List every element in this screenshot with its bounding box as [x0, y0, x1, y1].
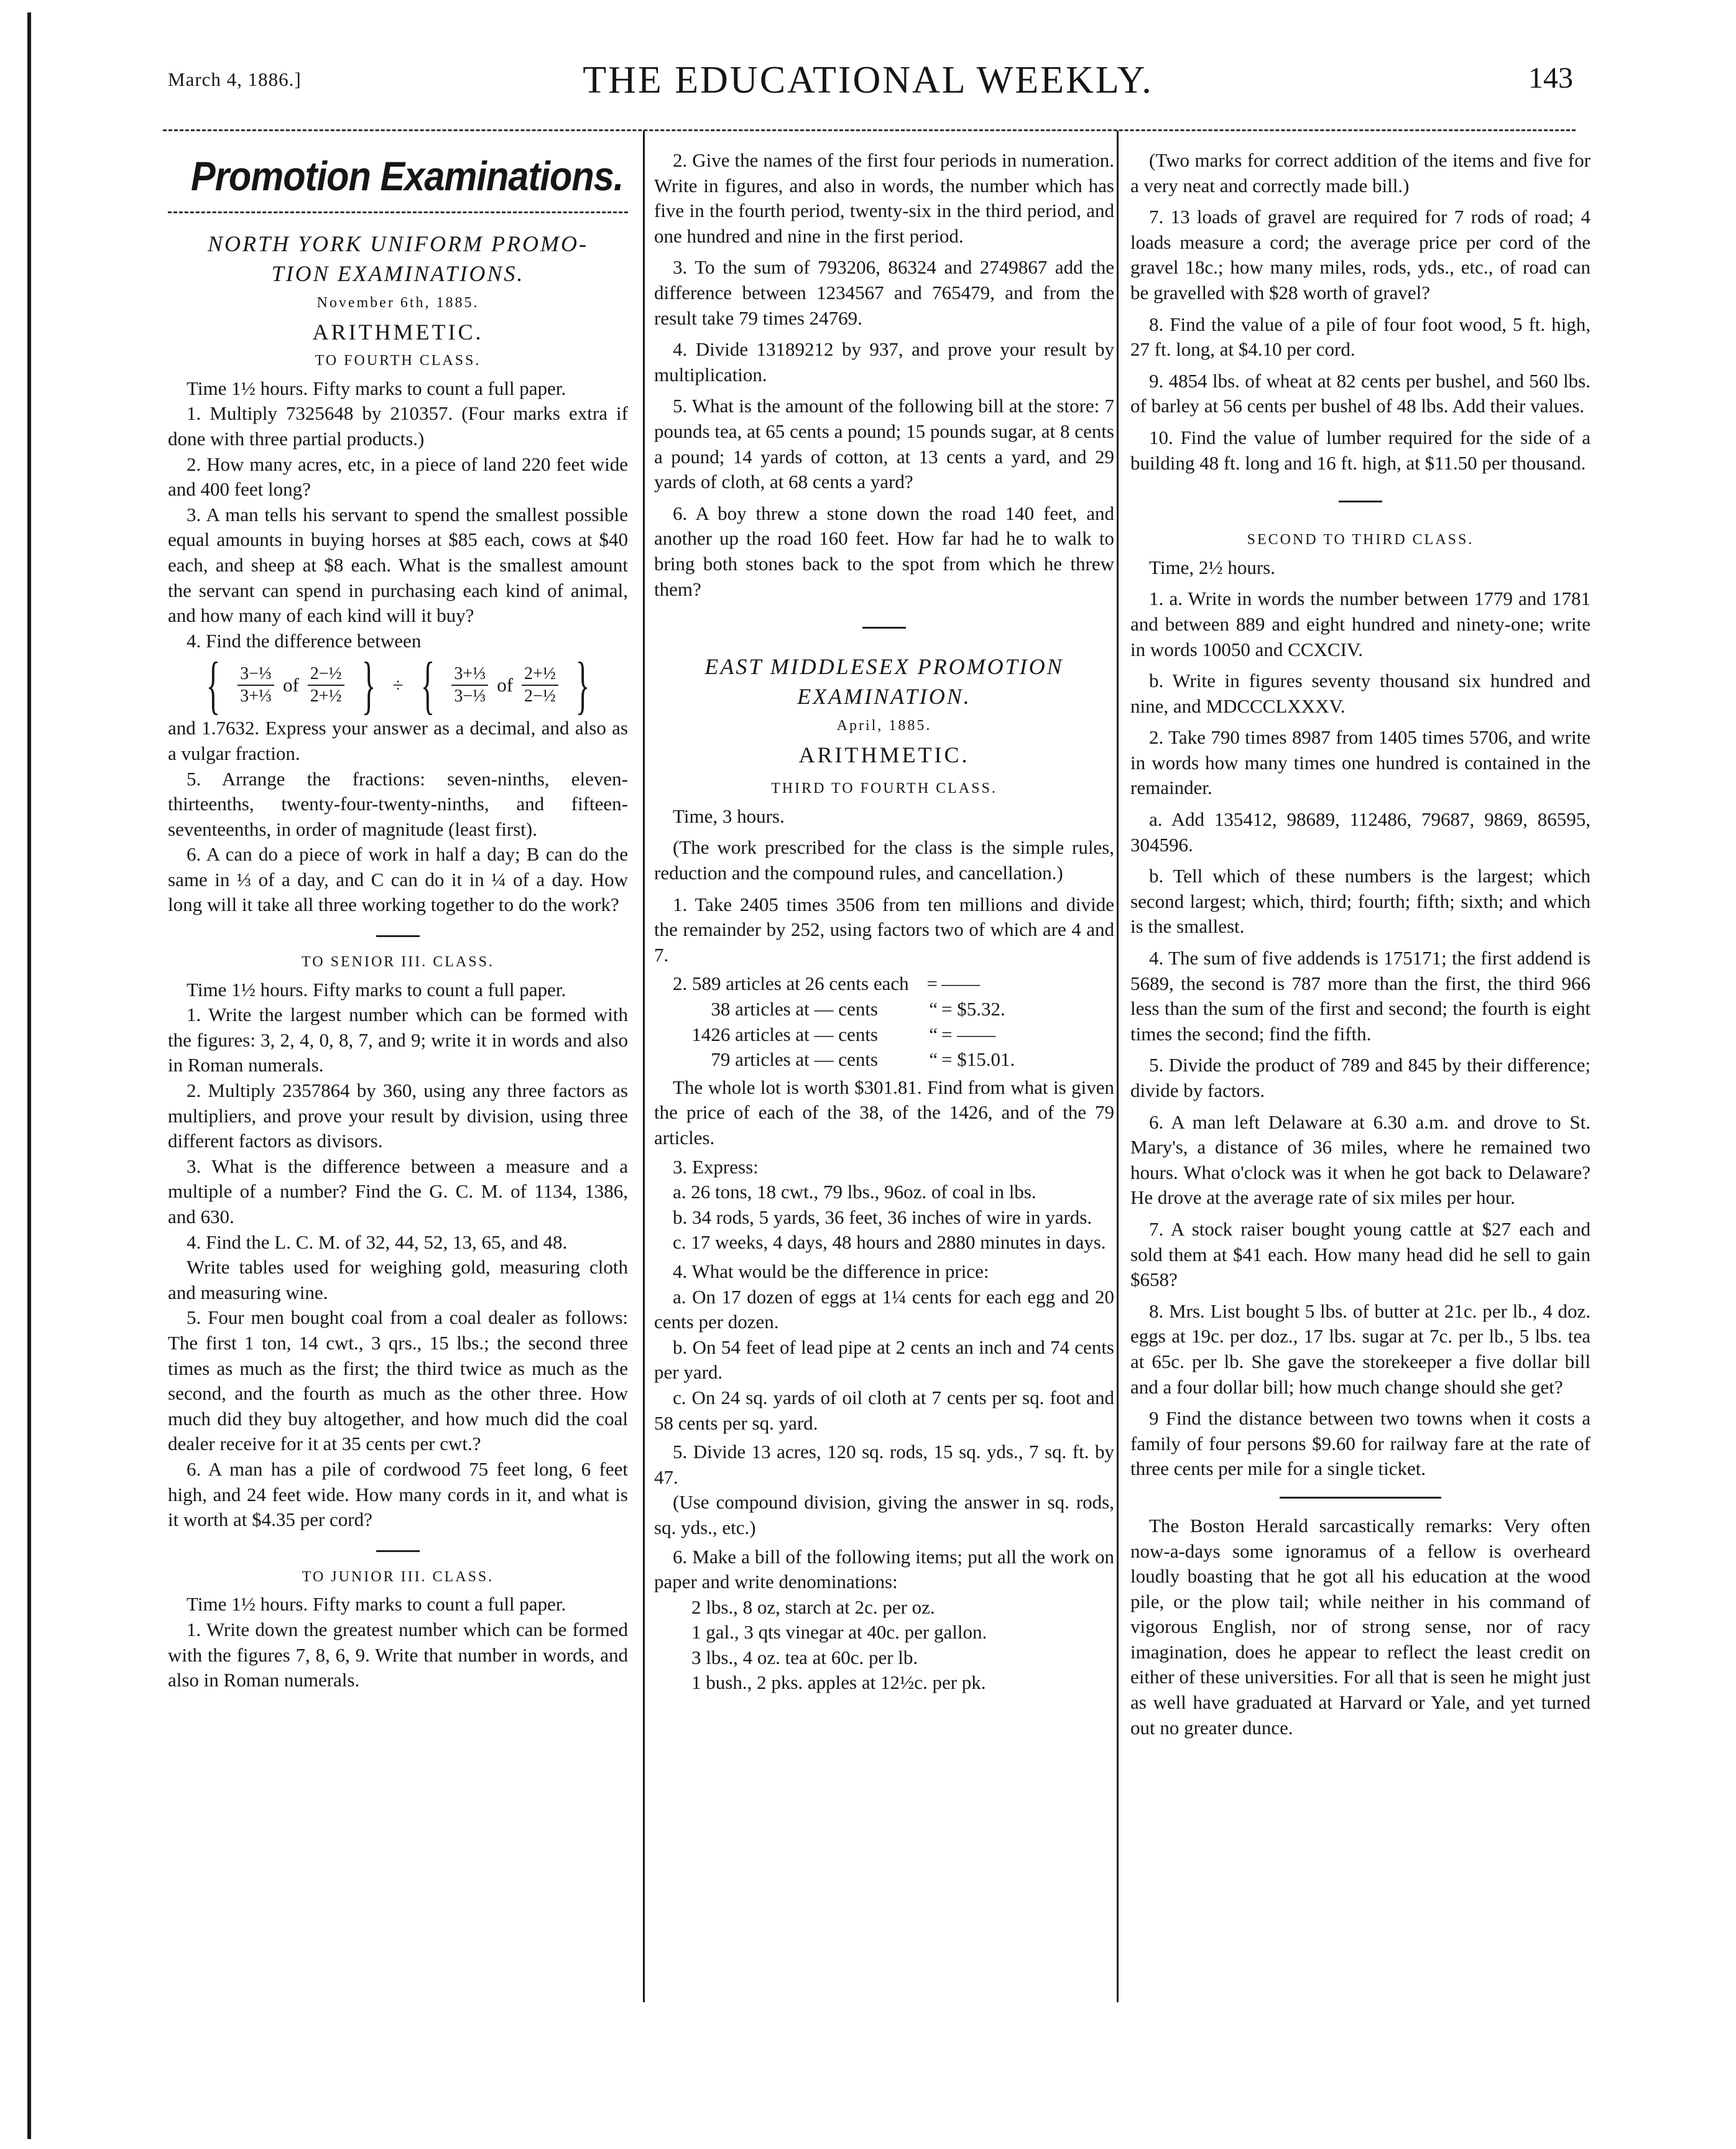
junior-q2: 2. Give the names of the first four periods in numeration. Write in figures, and also in words, the number which has five in the fourth period, twenty-six in the third period, and one hundred and nine in the first period.: [654, 149, 1114, 247]
junior-q6: 6. A boy threw a stone down the road 140 feet, and another up the road 160 feet. How far had he to walk to bring both stones back to the spot from which he threw them?: [654, 502, 1114, 600]
em-q9: 9. 4854 lbs. of wheat at 82 cents per bushel, and 560 lbs. of barley at 56 cents per bushel of 48 lbs. Add their values.: [1130, 369, 1591, 417]
em-q3b: b. 34 rods, 5 yards, 36 feet, 36 inches of wire in yards.: [673, 1206, 1092, 1228]
em-time: Time, 3 hours.: [673, 805, 785, 827]
em-q1: 1. Take 2405 times 3506 from ten millions and divide the remainder by 252, using factors two of which are 4 and 7.: [654, 893, 1114, 966]
column-2: [654, 148, 1114, 1696]
fourth-time: Time 1½ hours. Fifty marks to count a full paper.: [187, 377, 566, 399]
em-item: 2 lbs., 8 oz, starch at 2c. per oz.: [691, 1596, 935, 1618]
senior-q1: 1. Write the largest number which can be formed with the figures: 3, 2, 4, 0, 8, 7, and 9; write it in words and also in Roman numerals.: [168, 1004, 628, 1076]
column-rule-1: [643, 131, 645, 2002]
em-q2-row-b: “: [929, 1048, 938, 1071]
st-q5: 5. Divide the product of 789 and 845 by their difference; divide by factors.: [1130, 1054, 1591, 1101]
em-q5b: (Use compound division, giving the answer in sq. rods, sq. yds., etc.): [654, 1491, 1114, 1538]
bill-note: (Two marks for correct addition of the items and five for a very neat and correctly made bill.): [1130, 149, 1591, 196]
fourth-class-heading: TO FOURTH CLASS.: [315, 353, 481, 369]
em-q4b: b. On 54 feet of lead pipe at 2 cents an inch and 74 cents per yard.: [654, 1336, 1114, 1384]
north-york-subject: ARITHMETIC.: [312, 319, 484, 344]
em-q4a: a. On 17 dozen of eggs at 1¼ cents for each egg and 20 cents per dozen.: [654, 1285, 1114, 1333]
north-york-date: November 6th, 1885.: [316, 295, 479, 311]
em-q2-row-a: 2. 589 articles at 26 cents each: [673, 973, 909, 995]
header-rule: [163, 129, 1576, 131]
column-1: [168, 148, 628, 1693]
em-q2-row-b: “: [929, 998, 938, 1020]
em-q2-row-a: 38 articles at — cents: [711, 998, 878, 1020]
east-middlesex-title-2: EXAMINATION.: [797, 684, 971, 709]
fourth-q5: 5. Arrange the fractions: seven-ninths, eleven-thirteenths, twenty-four-twenty-ninths, and fifteen-seventeenths, in order of magnitude (least first).: [168, 767, 628, 840]
st-q4: 4. The sum of five addends is 175171; the first addend is 5689, the second is 787 more than the first, the third 966 less than the sum of the first and second; the fourth is eight times the second; find the fifth.: [1130, 947, 1591, 1045]
left-brace: {: [206, 649, 221, 721]
separator: [376, 1550, 420, 1552]
fourth-q6: 6. A can do a piece of work in half a day; B can do the same in ⅓ of a day, and C can do it in ¼ of a day. How long will it take all three working together to do the work?: [168, 843, 628, 916]
left-scan-edge: [27, 12, 31, 2139]
em-q3c: c. 17 weeks, 4 days, 48 hours and 2880 minutes in days.: [673, 1231, 1106, 1254]
st-q3b: b. Tell which of these numbers is the largest; which second largest; which, third; fourth; fifth; sixth; and which is the smallest.: [1130, 865, 1591, 938]
em-q2-tail: The whole lot is worth $301.81. Find from what is given the price of each of the 38, of the 1426, and of the 79 articles.: [654, 1076, 1114, 1148]
em-q6: 6. Make a bill of the following items; put all the work on paper and write denominations:: [654, 1545, 1114, 1593]
east-middlesex-date: April, 1885.: [836, 718, 932, 734]
right-brace: }: [575, 649, 590, 721]
em-q2-row-a: 79 articles at — cents: [711, 1048, 878, 1071]
st-q6: 6. A man left Delaware at 6.30 a.m. and drove to St. Mary's, a distance of 36 miles, where he remained two hours. What o'clock was it when he got back to Delaware? He drove at the average rate of six miles per hour.: [1130, 1111, 1591, 1209]
junior-q3: 3. To the sum of 793206, 86324 and 2749867 add the difference between 1234567 and 765479, and from the result take 79 times 24769.: [654, 256, 1114, 329]
em-q3: 3. Express:: [673, 1155, 759, 1178]
column-rule-2: [1117, 131, 1119, 2002]
column-3: [1130, 148, 1591, 1740]
header-date: March 4, 1886.]: [168, 68, 302, 90]
east-middlesex-title-1: EAST MIDDLESEX PROMOTION: [704, 654, 1064, 680]
senior-heading: TO SENIOR III. CLASS.: [302, 954, 494, 971]
separator: [1339, 501, 1382, 502]
em-q2-table: [673, 971, 1114, 1072]
junior-q4: 4. Divide 13189212 by 937, and prove your result by multiplication.: [654, 338, 1114, 386]
north-york-title-1: NORTH YORK UNIFORM PROMO-: [208, 231, 588, 256]
divide-sign: ÷: [392, 674, 404, 696]
junior-heading: TO JUNIOR III. CLASS.: [302, 1568, 494, 1585]
section-title: Promotion Examinations.: [191, 153, 624, 199]
fourth-q1: 1. Multiply 7325648 by 210357. (Four marks extra if done with three partial products.): [168, 402, 628, 450]
right-brace: }: [361, 649, 376, 721]
fourth-q4: 4. Find the difference between: [187, 629, 422, 652]
of-word: of: [497, 674, 514, 696]
senior-q6: 6. A man has a pile of cordwood 75 feet long, 6 feet high, and 24 feet wide. How many cords in it, and what is it worth at $4.35 per cord?: [168, 1458, 628, 1531]
of-word: of: [282, 674, 299, 696]
separator: [376, 935, 420, 937]
separator: [862, 627, 906, 629]
em-item: 1 gal., 3 qts vinegar at 40c. per gallon.: [691, 1621, 987, 1643]
st-q3a: a. Add 135412, 98689, 112486, 79687, 9869, 86595, 304596.: [1130, 808, 1591, 856]
fraction: $\frac{\text{3+⅓}}{\text{3−⅓}}$: [451, 663, 488, 707]
fraction-expression: [168, 649, 628, 721]
third-fourth-heading: THIRD TO FOURTH CLASS.: [771, 780, 997, 797]
em-q4c: c. On 24 sq. yards of oil cloth at 7 cents per sq. foot and 58 cents per sq. yard.: [654, 1386, 1114, 1434]
fraction: $\frac{\text{2−½}}{\text{2+½}}$: [308, 663, 344, 707]
fraction: $\frac{\text{2+½}}{\text{2−½}}$: [522, 663, 558, 707]
em-q5: 5. Divide 13 acres, 120 sq. rods, 15 sq. yds., 7 sq. ft. by 47.: [654, 1441, 1114, 1488]
em-q8: 8. Find the value of a pile of four foot wood, 5 ft. high, 27 ft. long, at $4.10 per cord.: [1130, 313, 1591, 361]
senior-q2: 2. Multiply 2357864 by 360, using any three factors as multipliers, and prove your result by division, using three different factors as divisors.: [168, 1079, 628, 1152]
st-q2: 2. Take 790 times 8987 from 1405 times 5706, and write in words how many times one hundred is contained in the remainder.: [1130, 726, 1591, 799]
em-item: 3 lbs., 4 oz. tea at 60c. per lb.: [691, 1646, 918, 1668]
st-q8: 8. Mrs. List bought 5 lbs. of butter at 21c. per lb., 4 doz. eggs at 19c. per doz., 17 lbs. sugar at 7c. per lb., 5 lbs. tea at 65c. per lb. She gave the storekeeper a five dollar bill and a four dollar bill; how much change should she get?: [1130, 1300, 1591, 1398]
fourth-q2: 2. How many acres, etc, in a piece of land 220 feet wide and 400 feet long?: [168, 453, 628, 501]
junior-q5: 5. What is the amount of the following bill at the store: 7 pounds tea, at 65 cents a pound; 15 pounds sugar, at 8 cents a pound; 14 yards of cotton, at 13 cents a yard, and 29 yards of cloth, at 68 cents a yard?: [654, 395, 1114, 493]
em-q2-row-c: = ——: [941, 1023, 996, 1045]
second-third-heading: SECOND TO THIRD CLASS.: [1247, 532, 1474, 548]
senior-q5: 5. Four men bought coal from a coal dealer as follows: The first 1 ton, 14 cwt., 3 qrs., 15 lbs.; the second three times as much as the first; the third twice as much as the second, and the fourth as much as the other three. How much did they buy altogether, and how much did the coal dealer receive for it at 35 cents per cwt.?: [168, 1306, 628, 1455]
title-rule: [168, 211, 628, 213]
left-brace: {: [420, 649, 435, 721]
fourth-q4-tail: and 1.7632. Express your answer as a decimal, and also as a vulgar fraction.: [168, 717, 628, 764]
em-q2-row-a: 1426 articles at — cents: [691, 1023, 878, 1045]
fraction: $\frac{\text{3−⅓}}{\text{3+⅓}}$: [238, 663, 274, 707]
em-q2-row-c: ——: [941, 973, 980, 995]
north-york-title-2: TION EXAMINATIONS.: [271, 261, 525, 286]
em-q3a: a. 26 tons, 18 cwt., 79 lbs., 96oz. of coal in lbs.: [673, 1181, 1037, 1203]
em-q7: 7. 13 loads of gravel are required for 7 rods of road; 4 loads measure a cord; the average price per cord of the gravel 18c.; how many miles, rods, yds., etc., of road can be gravelled with $28 worth of gravel?: [1130, 206, 1591, 303]
em-q10: 10. Find the value of lumber required for the side of a building 48 ft. long and 16 ft. high, at $11.50 per thousand.: [1130, 426, 1591, 474]
st-q9: 9 Find the distance between two towns when it costs a family of four persons $9.60 for railway fare at the rate of three cents per mile for a single ticket.: [1130, 1407, 1591, 1480]
em-q2-row-b: “: [929, 1023, 938, 1045]
em-item: 1 bush., 2 pks. apples at 12½c. per pk.: [691, 1671, 986, 1694]
senior-q4: 4. Find the L. C. M. of 32, 44, 52, 13, 65, and 48.: [187, 1231, 568, 1253]
senior-q4b: Write tables used for weighing gold, measuring cloth and measuring wine.: [168, 1256, 628, 1303]
junior-q1: 1. Write down the greatest number which can be formed with the figures 7, 8, 6, 9. Write that number in words, and also in Roman numerals.: [168, 1618, 628, 1691]
em-q2-row-c: = $15.01.: [941, 1048, 1015, 1071]
senior-q3: 3. What is the difference between a measure and a multiple of a number? Find the G. C. M. of 1134, 1386, and 630.: [168, 1155, 628, 1227]
page-number: 143: [1528, 62, 1573, 95]
st-q1b: b. Write in figures seventy thousand six hundred and nine, and MDCCCLXXXV.: [1130, 670, 1591, 717]
senior-time: Time 1½ hours. Fifty marks to count a full paper.: [187, 978, 566, 1001]
east-middlesex-subject: ARITHMETIC.: [798, 742, 970, 767]
masthead-title: THE EDUCATIONAL WEEKLY.: [583, 59, 1153, 101]
st-q7: 7. A stock raiser bought young cattle at $27 each and sold them at $41 each. How many head did he sell to gain $658?: [1130, 1218, 1591, 1291]
em-q4: 4. What would be the difference in price:: [673, 1260, 989, 1282]
st-q1a: 1. a. Write in words the number between 1779 and 1781 and between 889 and eight hundred and ninety-one; write in words 10050 and CCXCIV.: [1130, 588, 1591, 660]
separator: [1280, 1497, 1441, 1499]
junior-time: Time 1½ hours. Fifty marks to count a full paper.: [187, 1593, 566, 1615]
boston-herald-paragraph: The Boston Herald sarcastically remarks: Very often now-a-days some ignoramus of a fellow is overheard loudly boasting that he got all his education at the wood pile, or the plow tail; while neither in his command of vigorous English, nor of strong sense, nor of racy imagination, does he appear to reflect the least credit on either of these universities. For all that is seen he might just as well have graduated at Harvard or Yale, and yet turned out no greater dunce.: [1130, 1514, 1591, 1739]
fourth-q3: 3. A man tells his servant to spend the smallest possible equal amounts in buying horses at $85 each, cows at $40 each, and sheep at $8 each. What is the smallest amount the servant can spend in purchasing each kind of animal, and how many of each kind will it buy?: [168, 503, 628, 627]
em-note: (The work prescribed for the class is the simple rules, reduction and the compound rules, and cancellation.): [654, 836, 1114, 884]
em-q2-row-c: = $5.32.: [941, 998, 1005, 1020]
st-time: Time, 2½ hours.: [1149, 556, 1275, 578]
em-q2-row-b: =: [926, 973, 938, 995]
